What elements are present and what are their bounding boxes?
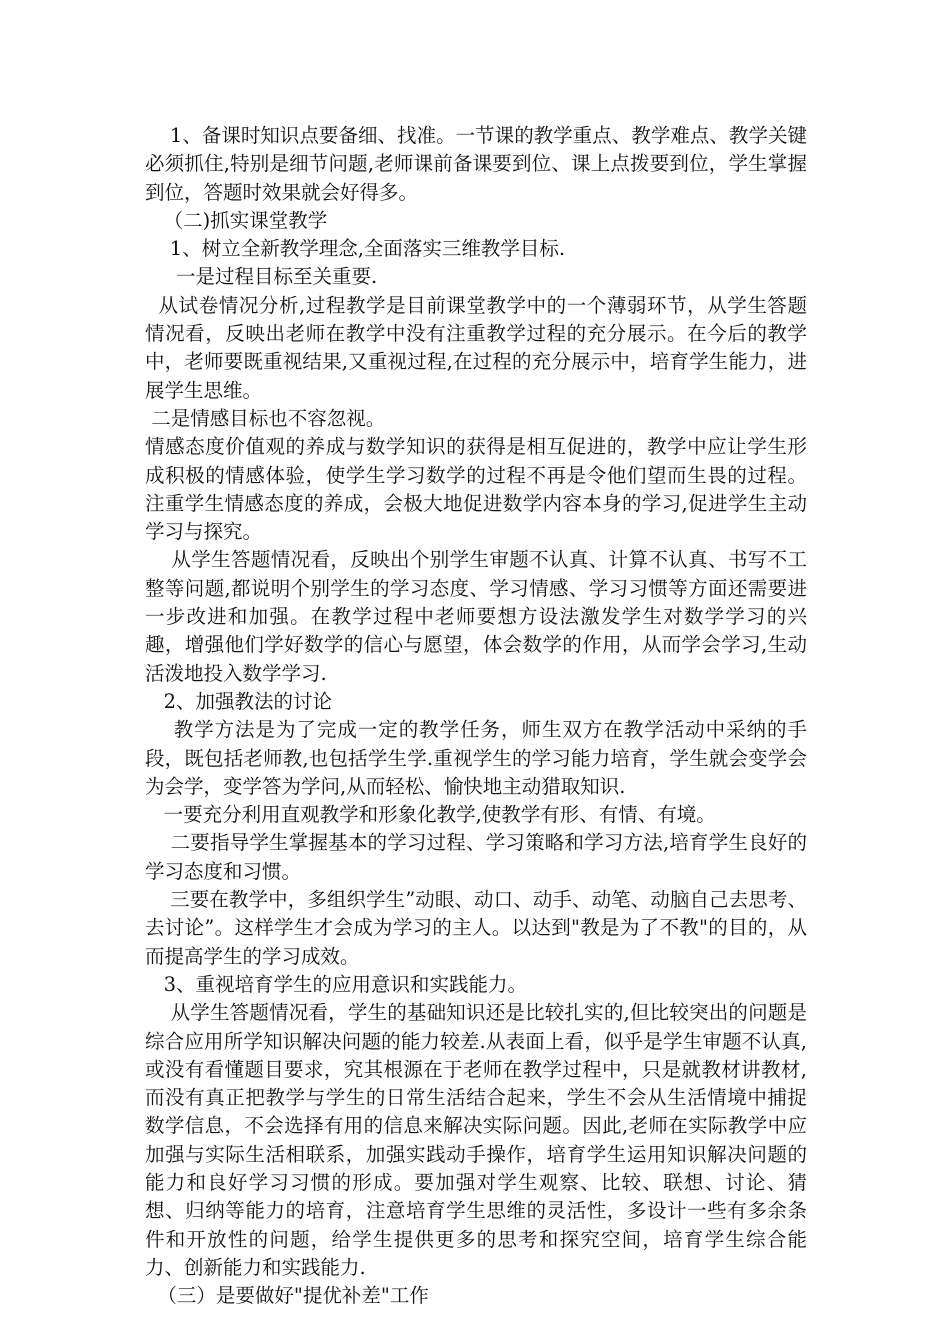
subheading-process-goal: 一是过程目标至关重要.	[145, 265, 378, 289]
paragraph-intuitive-teaching: 一要充分利用直观教学和形象化教学,使教学有形、有情、有境。	[145, 803, 716, 827]
paragraph-learning-process: 二要指导学生掌握基本的学习过程、学习策略和学习方法,培育学生良好的学习态度和习惯。	[145, 831, 807, 883]
heading-classroom-teaching: （二)抓实课堂教学	[145, 208, 328, 232]
paragraph-student-attitude: 从学生答题情况看，反映出个别学生审题不认真、计算不认真、书写不工整等问题,都说明个别学生的学习态度、学习情感、学习习惯等方面还需要进一步改进和加强。在教学过程中老师要想方设法激发学生对数学学习的兴趣，增强他们学好数学的信心与愿望，体会数学的作用，从而学会学习,生动活泼地投入数学学习.	[145, 548, 807, 685]
paragraph-prep-points: 1、备课时知识点要备细、找准。一节课的教学重点、教学难点、教学关键必须抓住,特别是细节问题,老师课前备课要到位、课上点拨要到位，学生掌握到位，答题时效果就会好得多。	[145, 124, 807, 204]
heading-improve-weak-students: （三）是要做好"提优补差"工作	[145, 1284, 429, 1308]
document-body	[145, 122, 807, 1310]
paragraph-student-activity: 三要在教学中，多组织学生”动眼、动口、动手、动笔、动脑自己去思考、去讨论”。这样学生才会成为学习的主人。以达到"教是为了不教"的目的，从而提高学生的学习成效。	[145, 888, 807, 968]
subheading-emotion-goal: 二是情感目标也不容忽视。	[145, 406, 386, 430]
subheading-teaching-methods: 2、加强教法的讨论	[145, 689, 333, 713]
subheading-teaching-philosophy: 1、树立全新教学理念,全面落实三维教学目标.	[145, 237, 566, 261]
paragraph-emotion-values: 情感态度价值观的养成与数学知识的获得是相互促进的，教学中应让学生形成积极的情感体验，使学生学习数学的过程不再是令他们望而生畏的过程。注重学生情感态度的养成，会极大地促进数学内容本身的学习,促进学生主动学习与探究。	[145, 435, 807, 544]
paragraph-teaching-methods: 教学方法是为了完成一定的教学任务，师生双方在教学活动中采纳的手段，既包括老师教,也包括学生学.重视学生的学习能力培育，学生就会变学会为会学，变学答为学问,从而轻松、愉快地主动猎取知识.	[145, 718, 807, 798]
paragraph-application-analysis: 从学生答题情况看，学生的基础知识还是比较扎实的,但比较突出的问题是综合应用所学知识解决问题的能力较差.从表面上看，似乎是学生审题不认真,或没有看懂题目要求，究其根源在于老师在教学过程中，只是就教材讲教材,而没有真正把教学与学生的日常生活结合起来，学生不会从生活情境中捕捉数学信息，不会选择有用的信息来解决实际问题。因此,老师在实际教学中应加强与实际生活相联系，加强实践动手操作，培育学生运用知识解决问题的能力和良好学习习惯的形成。要加强对学生观察、比较、联想、讨论、猜想、归纳等能力的培育，注意培育学生思维的灵活性，多设计一些有多余条件和开放性的问题，给学生提供更多的思考和探究空间，培育学生综合能力、创新能力和实践能力.	[145, 1001, 807, 1279]
paragraph-process-analysis: 从试卷情况分析,过程教学是目前课堂教学中的一个薄弱环节，从学生答题情况看，反映出老师在教学中没有注重教学过程的充分展示。在今后的教学中，老师要既重视结果,又重视过程,在过程的充分展示中，培育学生能力，进展学生思维。	[145, 293, 807, 402]
subheading-application-ability: 3、重视培育学生的应用意识和实践能力。	[145, 972, 528, 996]
